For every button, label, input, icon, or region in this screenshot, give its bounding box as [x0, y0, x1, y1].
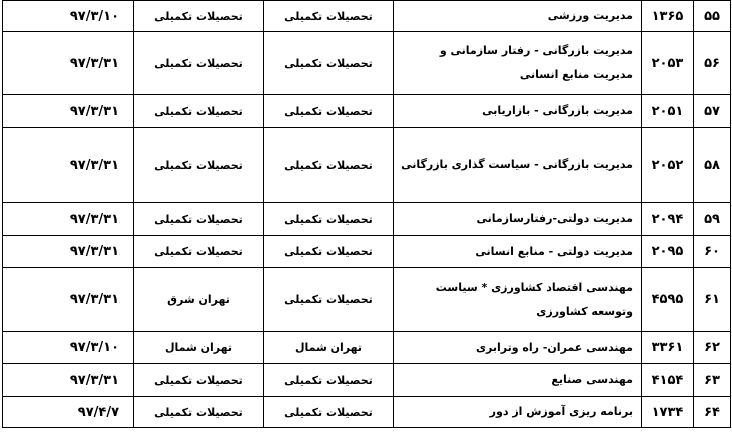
unit-cell: تحصیلات تکمیلی [264, 95, 394, 128]
location-cell: تحصیلات تکمیلی [134, 203, 264, 236]
row-number-cell: ۵۹ [694, 203, 731, 236]
unit-cell: تحصیلات تکمیلی [264, 364, 394, 397]
table-body [3, 1, 731, 428]
table-row [3, 268, 731, 332]
row-number-cell: ۵۶ [694, 32, 731, 95]
course-title-cell: برنامه ریزی آموزش از دور [394, 397, 642, 428]
course-code-cell: ۲۰۹۵ [642, 236, 694, 268]
date-cell: ۹۷/۳/۳۱ [3, 95, 134, 128]
table-row [3, 364, 731, 397]
course-code-cell: ۲۰۵۱ [642, 95, 694, 128]
table-row [3, 95, 731, 128]
table-row [3, 32, 731, 95]
course-code-cell: ۴۵۹۵ [642, 268, 694, 332]
course-code-cell: ۲۰۵۳ [642, 32, 694, 95]
row-number-cell: ۵۸ [694, 128, 731, 203]
unit-cell: تهران شمال [264, 332, 394, 364]
date-cell: ۹۷/۳/۱۰ [3, 1, 134, 32]
course-title-cell: مدیریت بازرگانی - رفتار سازمانی و مدیریت منابع انسانی [394, 32, 642, 95]
table-row [3, 128, 731, 203]
row-number-cell: ۶۰ [694, 236, 731, 268]
row-number-cell: ۶۱ [694, 268, 731, 332]
table-row [3, 203, 731, 236]
location-cell: تحصیلات تکمیلی [134, 95, 264, 128]
date-cell: ۹۷/۳/۳۱ [3, 364, 134, 397]
table-row [3, 397, 731, 428]
course-code-cell: ۴۱۵۴ [642, 364, 694, 397]
row-number-cell: ۵۷ [694, 95, 731, 128]
course-title-cell: مهندسی اقتصاد کشاورزی * سیاست وتوسعه کشاورزی [394, 268, 642, 332]
course-title-cell: مدیریت دولتی - منابع انسانی [394, 236, 642, 268]
course-code-cell: ۱۷۳۴ [642, 397, 694, 428]
course-code-cell: ۱۳۶۵ [642, 1, 694, 32]
course-title-cell: مدیریت ورزشی [394, 1, 642, 32]
row-number-cell: ۶۲ [694, 332, 731, 364]
unit-cell: تحصیلات تکمیلی [264, 268, 394, 332]
row-number-cell: ۵۵ [694, 1, 731, 32]
location-cell: تحصیلات تکمیلی [134, 397, 264, 428]
location-cell: تهران شمال [134, 332, 264, 364]
date-cell: ۹۷/۳/۳۱ [3, 128, 134, 203]
course-code-cell: ۲۰۵۲ [642, 128, 694, 203]
unit-cell: تحصیلات تکمیلی [264, 128, 394, 203]
table-row [3, 1, 731, 32]
unit-cell: تحصیلات تکمیلی [264, 1, 394, 32]
unit-cell: تحصیلات تکمیلی [264, 32, 394, 95]
unit-cell: تحصیلات تکمیلی [264, 236, 394, 268]
course-code-cell: ۳۳۶۱ [642, 332, 694, 364]
location-cell: تهران شرق [134, 268, 264, 332]
location-cell: تحصیلات تکمیلی [134, 236, 264, 268]
course-title-cell: مهندسی صنایع [394, 364, 642, 397]
row-number-cell: ۶۴ [694, 397, 731, 428]
table-row [3, 332, 731, 364]
course-title-cell: مدیریت دولتی-رفتارسازمانی [394, 203, 642, 236]
course-title-cell: مدیریت بازرگانی - سیاست گذاری بازرگانی [394, 128, 642, 203]
date-cell: ۹۷/۳/۱۰ [3, 332, 134, 364]
location-cell: تحصیلات تکمیلی [134, 32, 264, 95]
row-number-cell: ۶۳ [694, 364, 731, 397]
date-cell: ۹۷/۴/۷ [3, 397, 134, 428]
course-table [2, 0, 731, 428]
location-cell: تحصیلات تکمیلی [134, 128, 264, 203]
date-cell: ۹۷/۳/۳۱ [3, 236, 134, 268]
location-cell: تحصیلات تکمیلی [134, 1, 264, 32]
table-row [3, 236, 731, 268]
date-cell: ۹۷/۳/۳۱ [3, 268, 134, 332]
course-code-cell: ۲۰۹۴ [642, 203, 694, 236]
location-cell: تحصیلات تکمیلی [134, 364, 264, 397]
unit-cell: تحصیلات تکمیلی [264, 397, 394, 428]
date-cell: ۹۷/۳/۳۱ [3, 32, 134, 95]
unit-cell: تحصیلات تکمیلی [264, 203, 394, 236]
course-title-cell: مدیریت بازرگانی - بازاریابی [394, 95, 642, 128]
course-title-cell: مهندسی عمران- راه وترابری [394, 332, 642, 364]
date-cell: ۹۷/۳/۳۱ [3, 203, 134, 236]
